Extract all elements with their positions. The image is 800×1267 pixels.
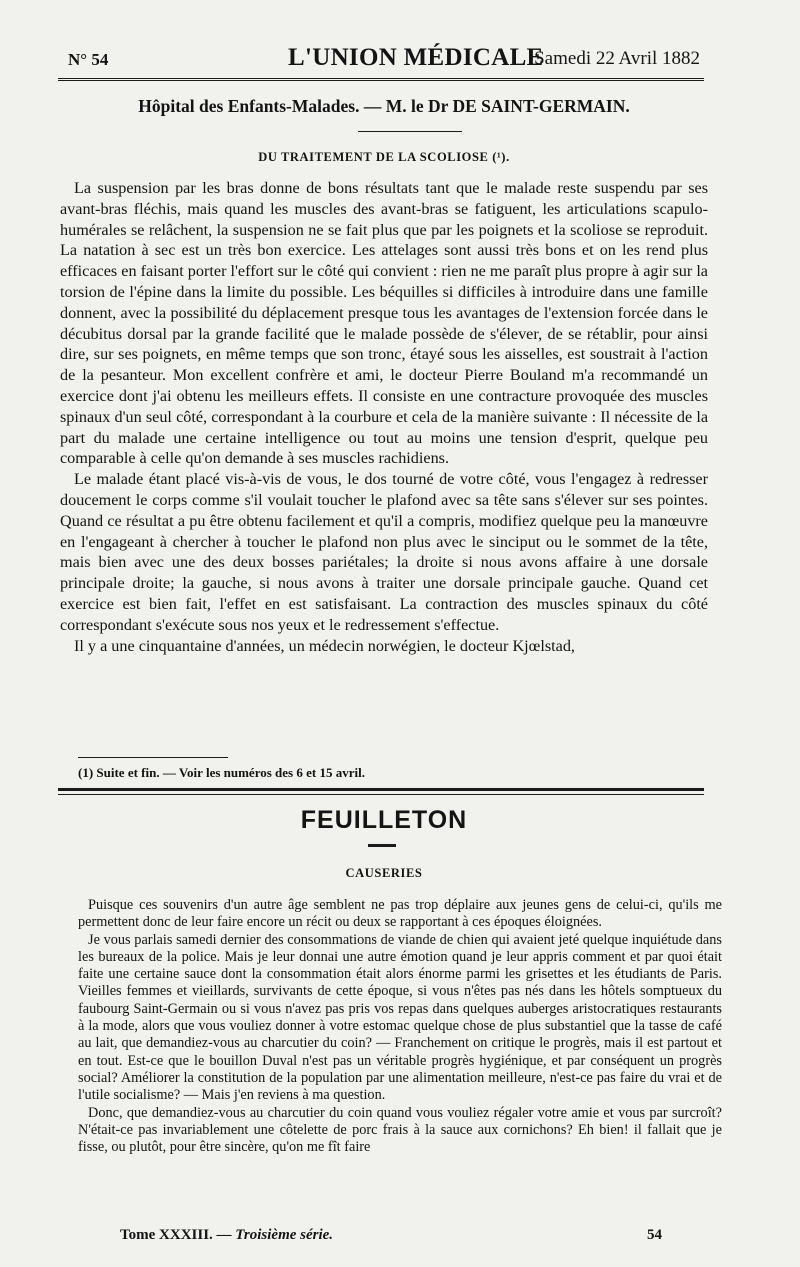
- tome-text: Tome XXXIII. —: [120, 1227, 236, 1243]
- section-title: DU TRAITEMENT DE LA SCOLIOSE (¹).: [258, 150, 510, 164]
- footnote-divider: [78, 757, 228, 758]
- article-paragraph: Il y a une cinquantaine d'années, un médecin norwégien, le docteur Kjœlstad,: [74, 636, 575, 655]
- serie-text: Troisième série.: [235, 1227, 334, 1243]
- page-header: [60, 44, 700, 74]
- feuilleton-paragraph: Donc, que demandiez-vous au charcutier du coin quand vous vouliez régaler votre amie et vous par surcroît? N'était-ce pas invariablement une côtelette de porc frais à la sauce aux cornichons? Eh bien! il fallait que je fisse, ou plutôt, pour être sincère, qu'on me fît faire: [78, 1104, 722, 1156]
- feuilleton-paragraph: Puisque ces souvenirs d'un autre âge semblent ne pas trop déplaire aux jeunes gens de celui-ci, qu'ils me permettent donc de leur faire encore un récit ou deux se rapportant à ces époques éloignées.: [78, 897, 722, 931]
- journal-title: L'UNION MÉDICALE: [288, 44, 544, 71]
- feuilleton-separator-thin: [58, 794, 704, 795]
- page-number: 54: [647, 1227, 662, 1243]
- feuilleton-title: FEUILLETON: [300, 806, 468, 834]
- issue-number: N° 54: [68, 50, 109, 69]
- tome-label: [120, 1227, 333, 1244]
- title-divider: [358, 131, 462, 132]
- hospital-line: Hôpital des Enfants-Malades. — M. le Dr DE SAINT-GERMAIN.: [138, 96, 630, 116]
- article-paragraph: La suspension par les bras donne de bons résultats tant que le malade reste suspendu par ses avant-bras fléchis, mais quand les muscles des avant-bras se fatiguent, les articulations scapulo-humérales se relâchent, la suspension ne se fait plus que par les poignets et la scoliose se reproduit. La natation à sec est un très bon exercice. Les attelages sont aussi très bons et on les rend plus efficaces en faisant porter l'effort sur le côté qui convient : rien ne me paraît plus propre à agir sur la torsion de l'épine dans la limite du possible. Les béquilles si difficiles à introduire dans une famille donnent, avec la possibilité du déplacement presque tous les avantages de l'extension forcée dans le décubitus dorsal par la grande facilité que le malade possède de s'élever, de se rétablir, pour ainsi dire, sur ses poignets, en même temps que son tronc, étayé sous les aisselles, est soustrait à l'action de la pesanteur. Mon excellent confrère et ami, le docteur Pierre Bouland m'a recommandé un exercice dont j'ai obtenu les meilleurs effets. Il consiste en une contracture provoquée des muscles spinaux d'un seul côté, correspondant à la courbure et cela de la manière suivante : Il nécessite de la part du malade une certaine intelligence ou tout au moins une tension d'esprit, quelque peu comparable à celle qu'on demande à ses muscles rachidiens.: [60, 179, 708, 468]
- issue-date: Samedi 22 Avril 1882: [534, 48, 700, 69]
- article-paragraph: Le malade étant placé vis-à-vis de vous, le dos tourné de votre côté, vous l'engagez à redresser doucement le corps comme s'il voulait toucher le plafond avec sa tête sans s'élever sur ses pointes. Quand ce résultat a pu être obtenu facilement et qu'il a compris, modifiez quelque peu la manœuvre en l'engageant à chercher à toucher le plafond non plus avec le sinciput ou le sommet de la tête, mais bien avec une des deux bosses pariétales; la droite si nous avons affaire à une dorsale principale droite; la gauche, si nous avons à traiter une dorsale principale gauche. Quand cet exercice est bien fait, l'effet en est satisfaisant. La contraction des muscles spinaux du côté correspondant s'exécute sous nos yeux et le redressement s'effectue.: [60, 470, 708, 634]
- article-body: [60, 178, 708, 656]
- header-rule: [58, 78, 704, 81]
- feuilleton-body: [78, 897, 722, 1156]
- feuilleton-paragraph: Je vous parlais samedi dernier des consommations de viande de chien qui avaient jeté quelque inquiétude dans les bureaux de la police. Mais je leur donnai une autre émotion quand je leur appris comment et par quoi était faite une certaine sauce dont la consommation était alors énorme parmi les grisettes et les étudiants de Paris. Vieilles femmes et vieillards, survivants de cette époque, si vous n'êtes pas nés dans les hôtels somptueux du faubourg Saint-Germain ou si vous n'avez pas pris vos repas dans quelques auberges aristocratiques restaurants à la mode, alors que vous vouliez donner à votre estomac quelque chose de plus substantiel que la tasse de café au lait, que demandiez-vous au charcutier du coin? — Franchement on critique le progrès, mais il est partout et en tout. Est-ce que le bouillon Duval n'est pas un véritable progrès hygiénique, et par conséquent un progrès social? Améliorer la constitution de la population par une alimentation meilleure, n'est-ce pas faire du vrai et de l'utile socialisme? — Mais j'en reviens à ma question.: [78, 931, 722, 1104]
- footnote: (1) Suite et fin. — Voir les numéros des 6 et 15 avril.: [78, 765, 365, 780]
- feuilleton-separator: [58, 788, 704, 791]
- page-footer: [120, 1227, 662, 1247]
- feuilleton-dash: [368, 844, 396, 847]
- feuilleton-subtitle: CAUSERIES: [345, 866, 423, 880]
